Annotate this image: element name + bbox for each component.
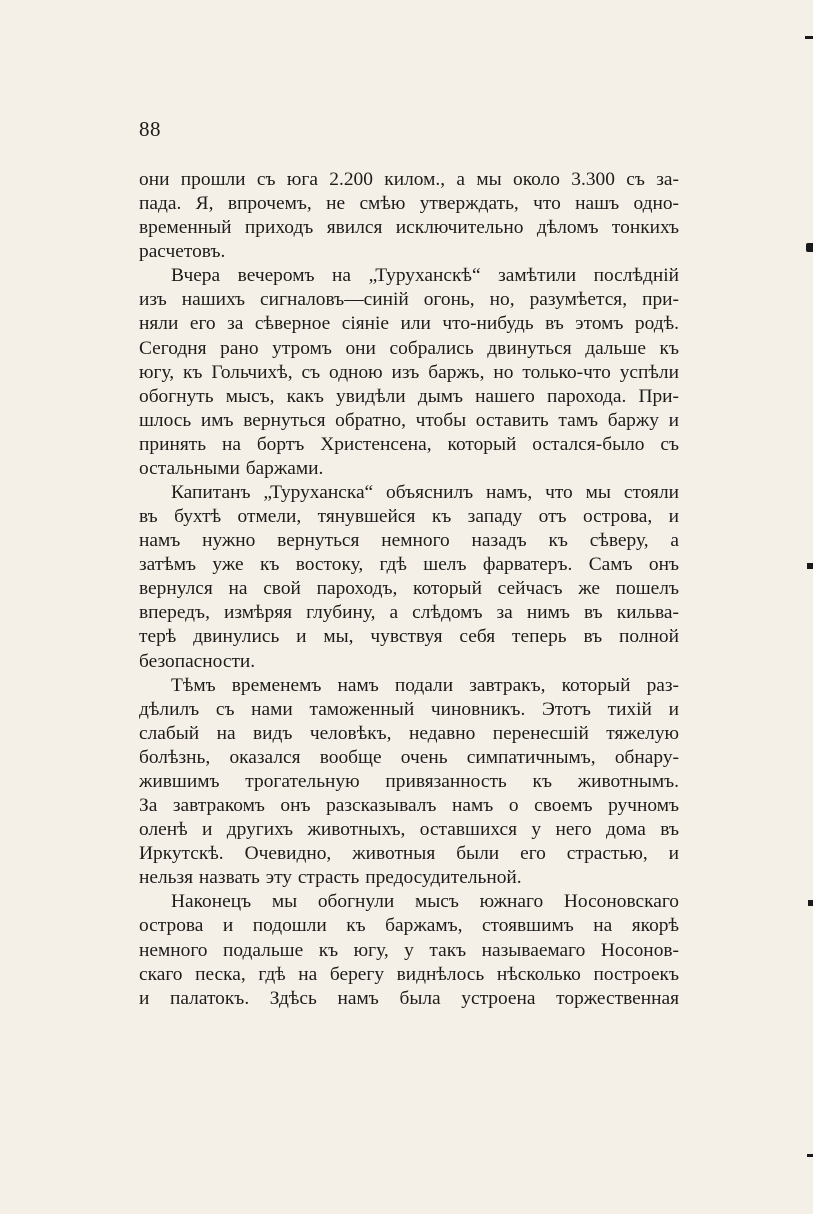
- text-line: Иркутскѣ. Очевидно, животныя были его страстью, и: [139, 843, 679, 865]
- text-line: нельзя назвать эту страсть предосудительной.: [139, 867, 522, 889]
- text-line: изъ нашихъ сигналовъ—синій огонь, но, разумѣется, при-: [139, 289, 679, 311]
- text-line: и палатокъ. Здѣсь намъ была устроена торжественная: [139, 987, 679, 1009]
- text-line: Сегодня рано утромъ они собрались двинуться дальше къ: [139, 337, 679, 359]
- text-line: За завтракомъ онъ разсказывалъ намъ о своемъ ручномъ: [139, 795, 679, 817]
- text-line: оленѣ и другихъ животныхъ, оставшихся у него дома въ: [139, 819, 679, 841]
- text-line: безопасности.: [139, 650, 256, 672]
- text-line: няли его за сѣверное сіяніе или что-нибудь въ этомъ родѣ.: [139, 313, 679, 335]
- text-line: вернулся на свой пароходъ, который сейчасъ же пошелъ: [139, 578, 679, 600]
- text-line: намъ нужно вернуться немного назадъ къ сѣверу, а: [139, 530, 679, 552]
- text-line: терѣ двинулись и мы, чувствуя себя теперь въ полной: [139, 626, 679, 648]
- text-line: расчетовъ.: [139, 241, 226, 263]
- text-line: въ бухтѣ отмели, тянувшейся къ западу отъ острова, и: [139, 506, 679, 528]
- body-text: [139, 168, 679, 1011]
- text-line: Капитанъ „Туруханска“ объяснилъ намъ, что мы стояли: [171, 482, 679, 504]
- paragraph: [139, 481, 679, 674]
- text-line: остальными баржами.: [139, 457, 324, 479]
- text-line: немного подальше къ югу, у такъ называемаго Носонов-: [139, 939, 679, 961]
- text-line: они прошли съ юга 2.200 килом., а мы около 3.300 съ за-: [139, 169, 679, 190]
- text-line: Вчера вечеромъ на „Туруханскѣ“ замѣтили послѣдній: [171, 265, 679, 287]
- paragraph: [139, 264, 679, 481]
- text-line: обогнуть мысъ, какъ увидѣли дымъ нашего парохода. При-: [139, 385, 679, 407]
- scan-edge-mark: [805, 36, 813, 39]
- text-line: пада. Я, впрочемъ, не смѣю утверждать, что нашъ одно-: [139, 193, 679, 215]
- text-line: югу, къ Гольчихѣ, съ одною изъ баржъ, но только-что успѣли: [139, 361, 679, 383]
- text-line: затѣмъ уже къ востоку, гдѣ шелъ фарватеръ. Самъ онъ: [139, 554, 679, 576]
- scan-edge-mark: [806, 243, 813, 252]
- text-line: скаго песка, гдѣ на берегу виднѣлось нѣсколько построекъ: [139, 963, 679, 985]
- paragraph: [139, 674, 679, 891]
- scan-edge-mark: [808, 900, 813, 906]
- text-line: шлось имъ вернуться обратно, чтобы оставить тамъ баржу и: [139, 409, 679, 431]
- scan-edge-mark: [807, 1154, 813, 1157]
- text-line: жившимъ трогательную привязанность къ животнымъ.: [139, 770, 679, 792]
- text-line: острова и подошли къ баржамъ, стоявшимъ на якорѣ: [139, 915, 679, 937]
- text-line: Тѣмъ временемъ намъ подали завтракъ, который раз-: [171, 674, 679, 696]
- text-line: Наконецъ мы обогнули мысъ южнаго Носоновскаго: [171, 891, 679, 913]
- page-number: 88: [139, 117, 161, 141]
- scan-edge-mark: [807, 563, 813, 569]
- text-line: дѣлилъ съ нами таможенный чиновникъ. Этотъ тихій и: [139, 698, 679, 720]
- paragraph: [139, 890, 679, 1010]
- paragraph: [139, 168, 679, 264]
- text-line: впередъ, измѣряя глубину, а слѣдомъ за нимъ въ кильва-: [139, 602, 679, 624]
- text-line: принять на бортъ Христенсена, который остался-было съ: [139, 433, 679, 455]
- text-line: болѣзнь, оказался вообще очень симпатичнымъ, обнару-: [139, 746, 679, 768]
- text-line: временный приходъ явился исключительно дѣломъ тонкихъ: [139, 217, 679, 239]
- text-line: слабый на видъ человѣкъ, недавно перенесшій тяжелую: [139, 722, 679, 744]
